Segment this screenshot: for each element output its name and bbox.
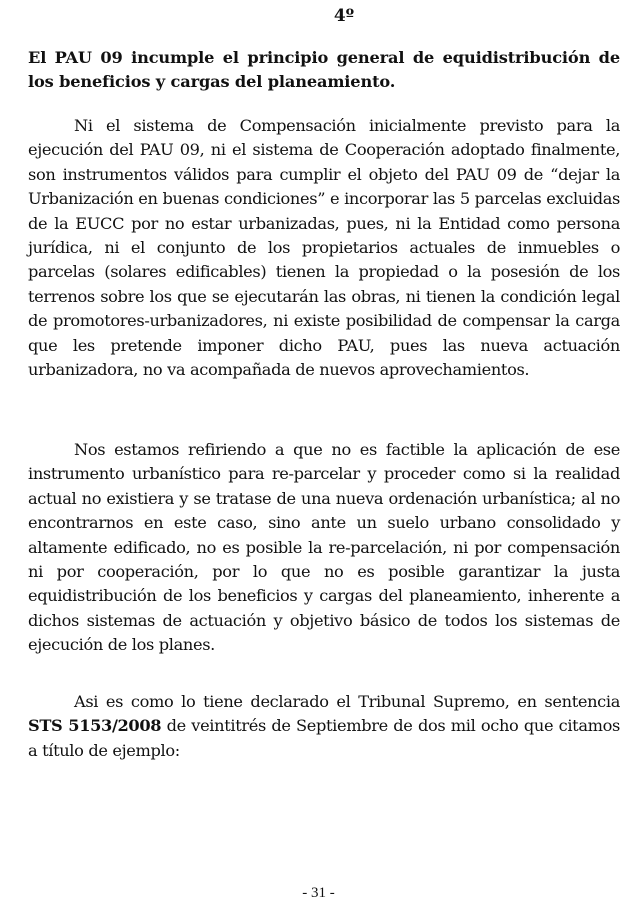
paragraph	[28, 114, 620, 382]
section-number: 4º	[333, 6, 355, 26]
paragraph	[28, 690, 620, 763]
paragraph-text-before: Asi es como lo tiene declarado el Tribunal Supremo, en sentencia	[74, 692, 620, 711]
court-ruling-reference: STS 5153/2008	[28, 716, 162, 736]
paragraph-text: Ni el sistema de Compensación inicialmente previsto para la ejecución del PAU 09, ni el sistema de Cooperación adoptado finalmente, son instrumentos válidos para cumplir el objeto del PAU 09 de “dejar la Urbanización en buenas condiciones” e incorporar las 5 parcelas excluidas de la EUCC por no estar urbanizadas, pues, ni la Entidad como persona jurídica, ni el conjunto de los propietarios actuales de inmuebles o parcelas (solares edificables) tienen la propiedad o la posesión de los terrenos sobre los que se ejecutarán las obras, ni tienen la condición legal de promotores-urbanizadores, ni existe posibilidad de compensar la carga que les pretende imponer dicho PAU, pues las nueva actuación urbanizadora, no va acompañada de nuevos aprovechamientos.	[28, 116, 620, 380]
paragraph-text: Nos estamos refiriendo a que no es factible la aplicación de ese instrumento urbanístico para re-parcelar y proceder como si la realidad actual no existiera y se tratase de una nueva ordenación urbanística; al no encontrarnos en este caso, sino ante un suelo urbano consolidado y altamente edificado, no es posible la re-parcelación, ni por compensación ni por cooperación, por lo que no es posible garantizar la justa equidistribución de los beneficios y cargas del planeamiento, inherente a dichos sistemas de actuación y objetivo básico de todos los sistemas de ejecución de los planes.	[28, 440, 620, 655]
paragraph-text-after: de veintitrés de Septiembre de dos mil ocho que citamos a título de ejemplo:	[28, 716, 620, 760]
page-number: - 31 -	[302, 885, 335, 901]
section-heading: El PAU 09 incumple el principio general de equidistribución de los beneficios y cargas del planeamiento.	[28, 48, 620, 91]
paragraph	[28, 438, 620, 658]
